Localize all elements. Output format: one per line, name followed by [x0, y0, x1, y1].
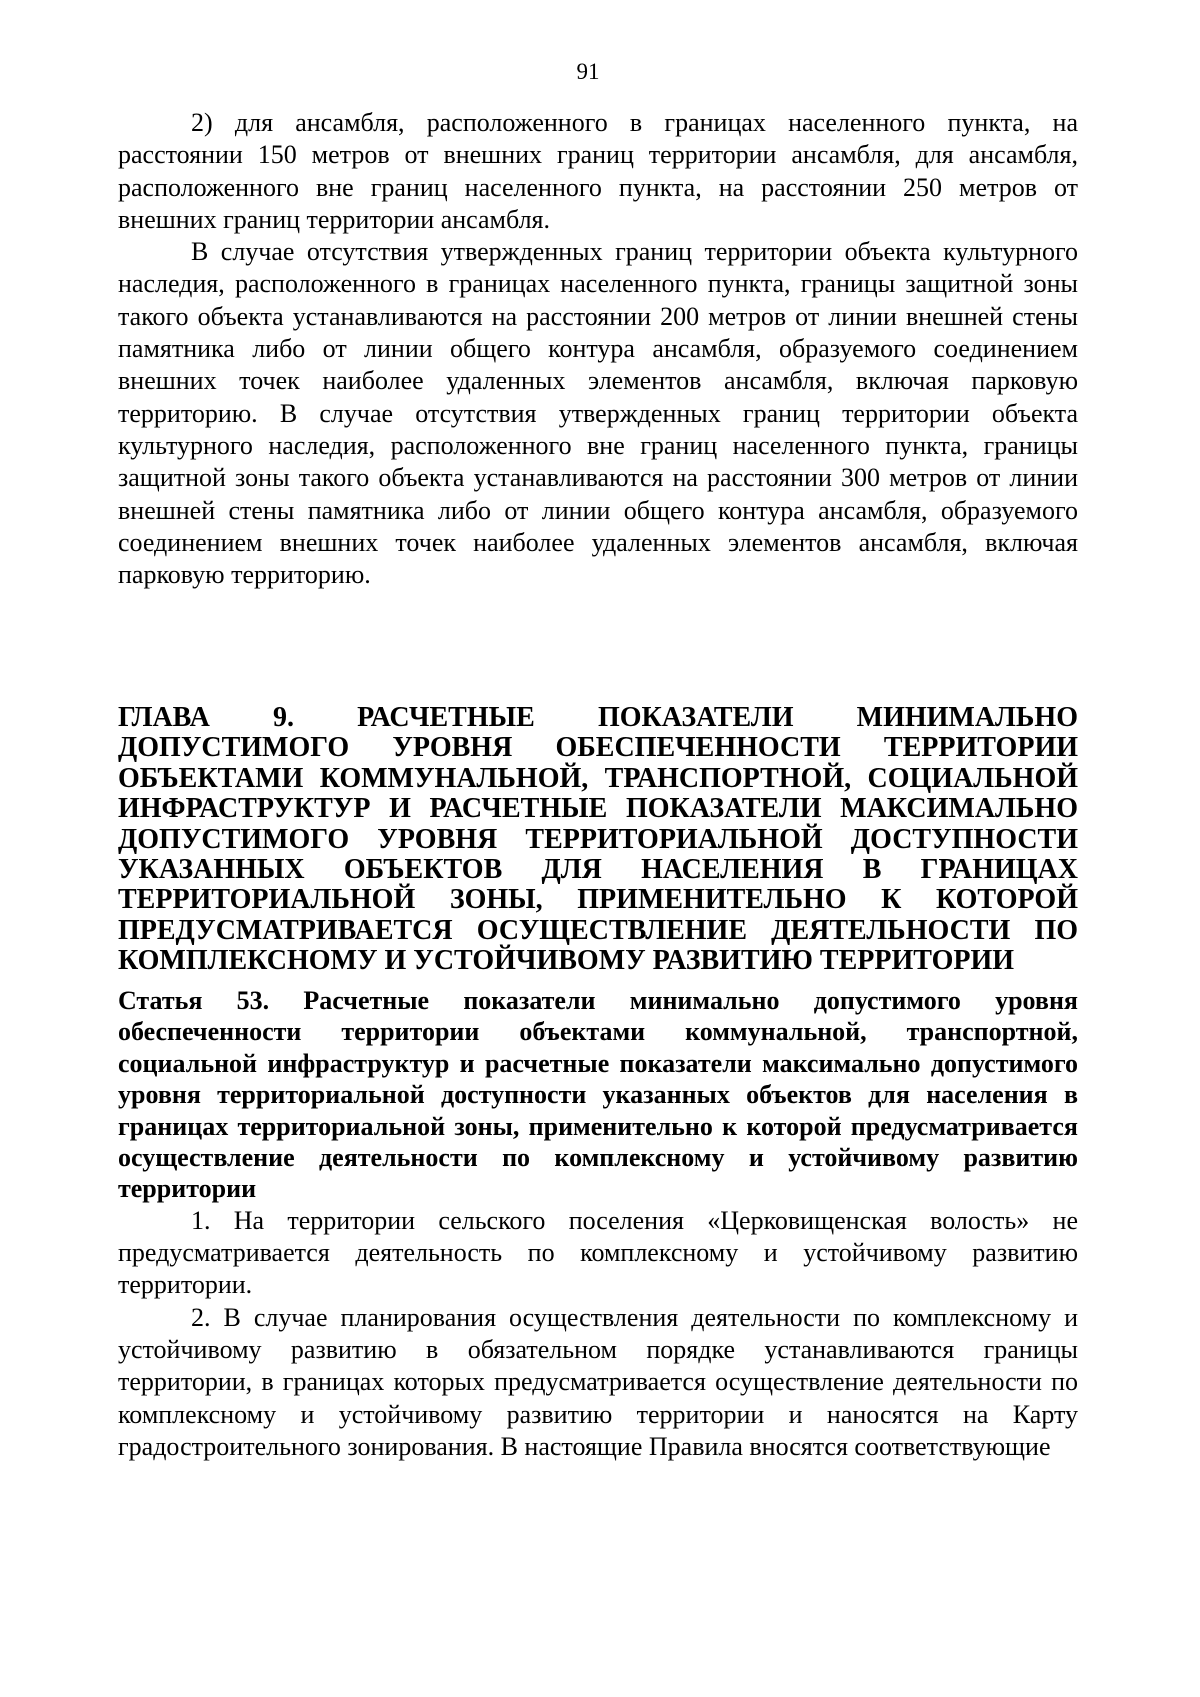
paragraph: 1. На территории сельского поселения «Церковищенская волость» не предусматривается деятельность по комплексному и устойчивому развитию территории.: [118, 1205, 1078, 1300]
article-heading: Статья 53. Расчетные показатели минимально допустимого уровня обеспеченности территории объектами коммунальной, транспортной, социальной инфраструктур и расчетные показатели максимально допустимого уровня территориальной доступности указанных объектов для населения в границах территориальной зоны, применительно к которой предусматривается осуществление деятельности по комплексному и устойчивому развитию территории: [118, 986, 1078, 1204]
text-block-top: [118, 107, 1078, 591]
chapter-heading: ГЛАВА 9. РАСЧЕТНЫЕ ПОКАЗАТЕЛИ МИНИМАЛЬНО ДОПУСТИМОГО УРОВНЯ ОБЕСПЕЧЕННОСТИ ТЕРРИТОРИИ ОБЪЕКТАМИ КОММУНАЛЬНОЙ, ТРАНСПОРТНОЙ, СОЦИАЛЬНОЙ ИНФРАСТРУКТУР И РАСЧЕТНЫЕ ПОКАЗАТЕЛИ МАКСИМАЛЬНО ДОПУСТИМОГО УРОВНЯ ТЕРРИТОРИАЛЬНОЙ ДОСТУПНОСТИ УКАЗАННЫХ ОБЪЕКТОВ ДЛЯ НАСЕЛЕНИЯ В ГРАНИЦАХ ТЕРРИТОРИАЛЬНОЙ ЗОНЫ, ПРИМЕНИТЕЛЬНО К КОТОРОЙ ПРЕДУСМАТРИВАЕТСЯ ОСУЩЕСТВЛЕНИЕ ДЕЯТЕЛЬНОСТИ ПО КОМПЛЕКСНОМУ И УСТОЙЧИВОМУ РАЗВИТИЮ ТЕРРИТОРИИ: [118, 702, 1078, 977]
paragraph: В случае отсутствия утвержденных границ территории объекта культурного наследия, расположенного в границах населенного пункта, границы защитной зоны такого объекта устанавливаются на расстоянии 200 метров от линии внешней стены памятника либо от линии общего контура ансамбля, образуемого соединением внешних точек наиболее удаленных элементов ансамбля, включая парковую территорию. В случае отсутствия утвержденных границ территории объекта культурного наследия, расположенного вне границ населенного пункта, границы защитной зоны такого объекта устанавливаются на расстоянии 300 метров от линии внешней стены памятника либо от линии общего контура ансамбля, образуемого соединением внешних точек наиболее удаленных элементов ансамбля, включая парковую территорию.: [118, 237, 1078, 590]
page-number: 91: [576, 59, 600, 84]
chapter-section: [118, 703, 1078, 977]
paragraph: 2) для ансамбля, расположенного в границах населенного пункта, на расстоянии 150 метров от внешних границ территории ансамбля, для ансамбля, расположенного вне границ населенного пункта, на расстоянии 250 метров от внешних границ территории ансамбля.: [118, 108, 1078, 234]
article-section: [118, 985, 1078, 1463]
paragraph: 2. В случае планирования осуществления деятельности по комплексному и устойчивому развитию в обязательном порядке устанавливаются границы территории, в границах которых предусматривается осуществление деятельности по комплексному и устойчивому развитию территории и наносятся на Карту градостроительного зонирования. В настоящие Правила вносятся соответствующие: [118, 1302, 1078, 1461]
